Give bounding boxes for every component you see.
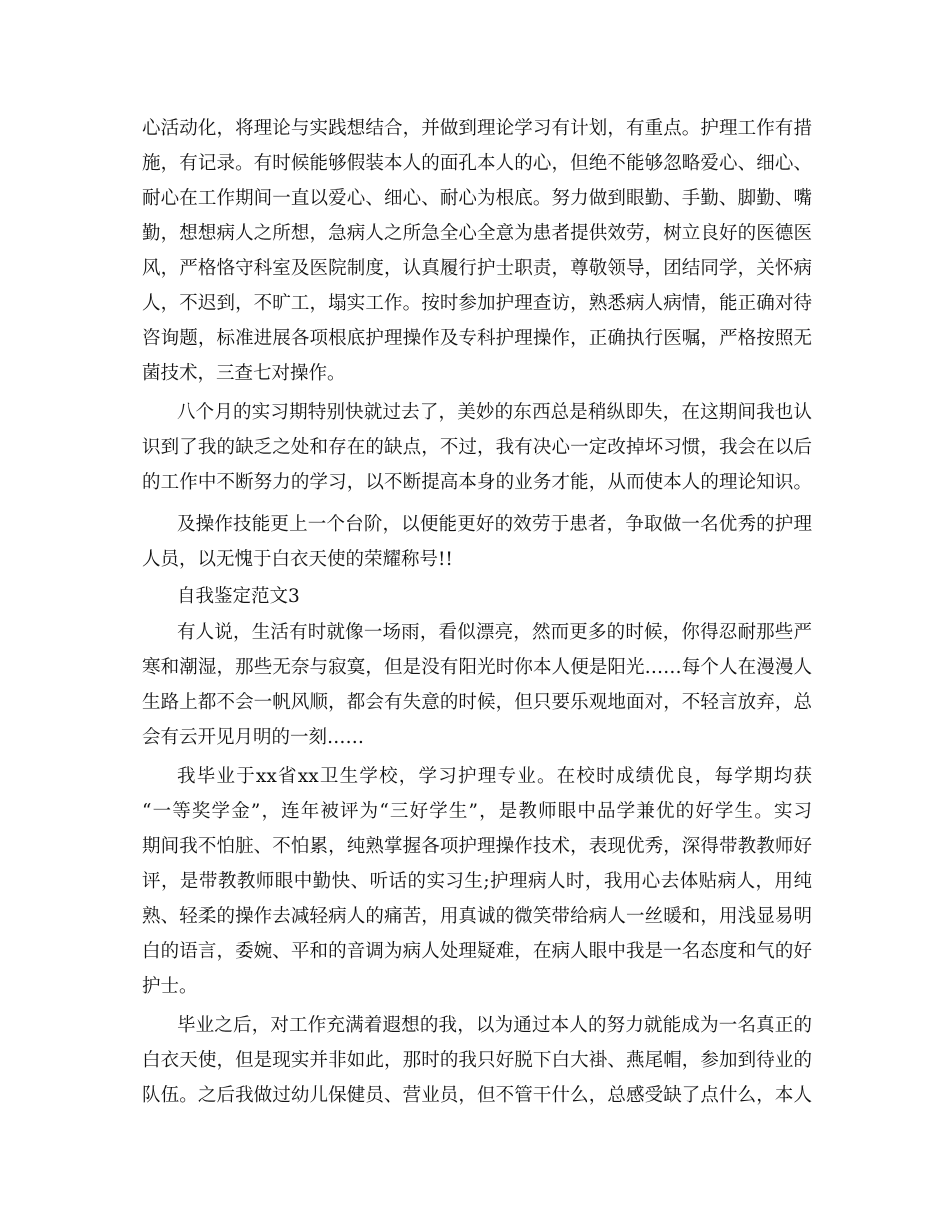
text-line: 我毕业于xx省xx卫生学校，学习护理专业。在校时成绩优良，每学期均获: [177, 766, 812, 787]
text-line: 八个月的实习期特别快就过去了，美妙的东西总是稍纵即失，在这期间我也认: [177, 402, 812, 423]
text-line: 及操作技能更上一个台阶，以便能更好的效劳于患者，争取做一名优秀的护理: [177, 514, 812, 535]
text-line: 勤，想想病人之所想，急病人之所急全心全意为患者提供效劳，树立良好的医德医: [142, 223, 812, 244]
text-line: 的工作中不断努力的学习，以不断提高本身的业务才能，从而使本人的理论知识。: [142, 472, 812, 493]
text-line: 队伍。之后我做过幼儿保健员、营业员，但不管干什么，总感受缺了点什么，本人: [142, 1085, 812, 1106]
text-line: 护士。: [142, 976, 198, 997]
text-line: 心活动化，将理论与实践想结合，并做到理论学习有计划，有重点。护理工作有措: [142, 118, 812, 139]
text-line: 期间我不怕脏、不怕累，纯熟掌握各项护理操作技术，表现优秀，深得带教教师好: [142, 836, 812, 857]
text-line: 人员，以无愧于白衣天使的荣耀称号!!: [142, 549, 453, 570]
text-line: 咨询题，标准进展各项根底护理操作及专科护理操作，正确执行医嘱，严格按照无: [142, 328, 812, 349]
text-line: 会有云开见月明的一刻……: [142, 727, 365, 748]
text-line: 熟、轻柔的操作去减轻病人的痛苦，用真诚的微笑带给病人一丝暖和，用浅显易明: [142, 906, 812, 927]
text-line: 寒和潮湿，那些无奈与寂寞，但是没有阳光时你本人便是阳光……每个人在漫漫人: [142, 657, 812, 678]
text-line: 识到了我的缺乏之处和存在的缺点，不过，我有决心一定改掉坏习惯，我会在以后: [142, 437, 812, 458]
section-heading: 自我鉴定范文3: [177, 586, 300, 607]
text-line: 施，有记录。有时候能够假装本人的面孔本人的心，但绝不能够忽略爱心、细心、: [142, 153, 812, 174]
text-line: 有人说，生活有时就像一场雨，看似漂亮，然而更多的时候，你得忍耐那些严: [177, 622, 812, 643]
text-line: 耐心在工作期间一直以爱心、细心、耐心为根底。努力做到眼勤、手勤、脚勤、嘴: [142, 188, 812, 209]
text-line: 生路上都不会一帆风顺，都会有失意的时候，但只要乐观地面对，不轻言放弃，总: [142, 692, 812, 713]
text-line: 菌技术，三查七对操作。: [142, 363, 346, 384]
text-line: 白衣天使，但是现实并非如此，那时的我只好脱下白大褂、燕尾帽，参加到待业的: [142, 1050, 812, 1071]
text-line: 白的语言，委婉、平和的音调为病人处理疑难，在病人眼中我是一名态度和气的好: [142, 941, 812, 962]
text-line: 评，是带教教师眼中勤快、听话的实习生;护理病人时，我用心去体贴病人，用纯: [142, 871, 812, 892]
text-line: “一等奖学金”，连年被评为“三好学生”，是教师眼中品学兼优的好学生。实习: [142, 801, 812, 822]
text-line: 人，不迟到，不旷工，塌实工作。按时参加护理查访，熟悉病人病情，能正确对待: [142, 293, 812, 314]
text-line: 风，严格恪守科室及医院制度，认真履行护士职责，尊敬领导，团结同学，关怀病: [142, 258, 812, 279]
text-line: 毕业之后，对工作充满着遐想的我，以为通过本人的努力就能成为一名真正的: [177, 1015, 812, 1036]
